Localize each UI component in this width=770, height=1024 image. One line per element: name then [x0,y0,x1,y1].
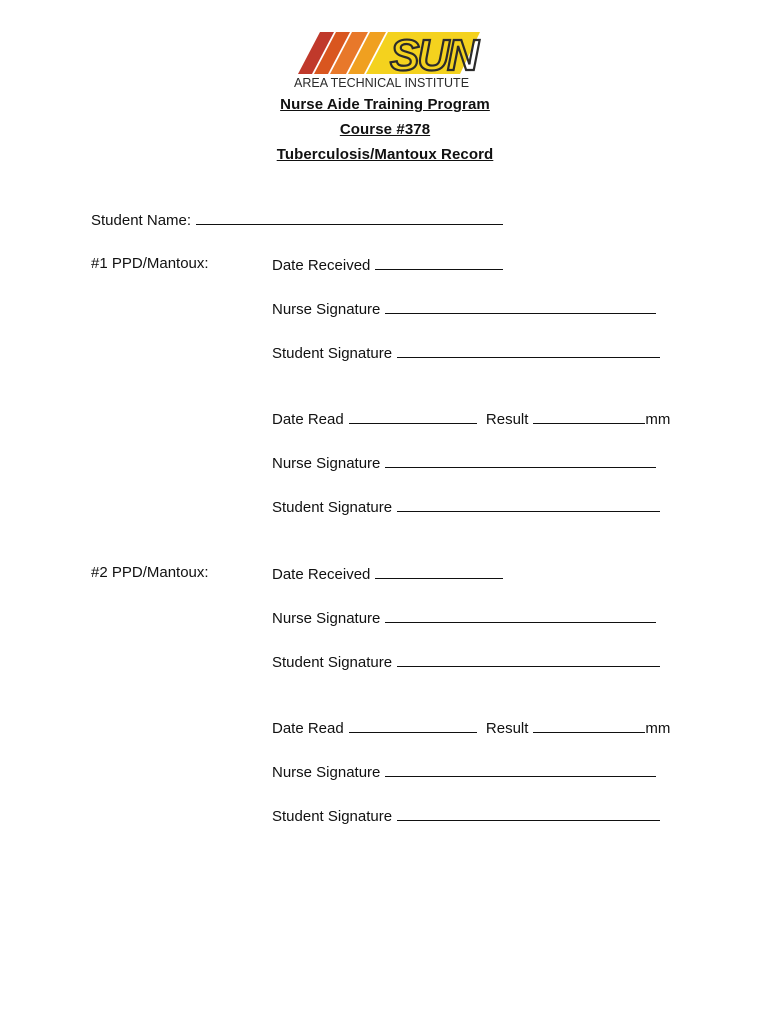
student-signature-label: Student Signature [272,654,393,671]
ppd-1-label: #1 PPD/Mantoux: [91,255,209,272]
ppd-2-date-read-row [272,718,670,737]
ppd-2-student-signature-2-field[interactable] [397,806,660,821]
ppd-2-date-received-field[interactable] [375,564,503,579]
ppd-1-student-signature-row [272,343,660,362]
ppd-2-label: #2 PPD/Mantoux: [91,564,209,581]
date-received-label: Date Received [272,566,371,583]
ppd-1-nurse-signature-2-row [272,453,656,472]
ppd-2-date-received-row [272,564,503,583]
ppd-1-nurse-signature-field[interactable] [385,299,656,314]
ppd-2-nurse-signature-row [272,608,656,627]
student-signature-label: Student Signature [272,499,393,516]
date-read-label: Date Read [272,720,344,737]
ppd-1-student-signature-2-row [272,497,660,516]
ppd-2-result-field[interactable] [533,718,645,733]
unit-label: mm [645,411,671,428]
nurse-signature-label: Nurse Signature [272,764,381,781]
student-name-row [91,210,503,229]
ppd-1-date-received-row [272,255,503,274]
nurse-signature-label: Nurse Signature [272,610,381,627]
nurse-signature-label: Nurse Signature [272,301,381,318]
ppd-1-nurse-signature-row [272,299,656,318]
unit-label: mm [645,720,671,737]
sun-logo [290,30,490,92]
ppd-2-nurse-signature-field[interactable] [385,608,656,623]
ppd-1-result-field[interactable] [533,409,645,424]
student-name-field[interactable] [196,210,503,225]
ppd-1-student-signature-2-field[interactable] [397,497,660,512]
date-read-label: Date Read [272,411,344,428]
ppd-1-student-signature-field[interactable] [397,343,660,358]
result-label: Result [485,720,529,737]
ppd-2-student-signature-row [272,652,660,671]
ppd-1-date-read-row [272,409,670,428]
ppd-2-student-signature-field[interactable] [397,652,660,667]
logo-wordmark: SUN [390,31,477,80]
course-title: Course #378 [339,121,431,138]
ppd-2-student-signature-2-row [272,806,660,825]
student-signature-label: Student Signature [272,345,393,362]
date-received-label: Date Received [272,257,371,274]
student-signature-label: Student Signature [272,808,393,825]
nurse-signature-label: Nurse Signature [272,455,381,472]
ppd-2-nurse-signature-2-row [272,762,656,781]
ppd-1-nurse-signature-2-field[interactable] [385,453,656,468]
program-title: Nurse Aide Training Program [280,96,490,113]
ppd-2-nurse-signature-2-field[interactable] [385,762,656,777]
record-title: Tuberculosis/Mantoux Record [276,146,494,163]
logo-caption: AREA TECHNICAL INSTITUTE [294,76,470,90]
student-name-label: Student Name: [91,212,192,229]
result-label: Result [485,411,529,428]
ppd-1-date-read-field[interactable] [349,409,477,424]
ppd-1-date-received-field[interactable] [375,255,503,270]
sun-logo-graphic [290,30,490,92]
ppd-2-date-read-field[interactable] [349,718,477,733]
